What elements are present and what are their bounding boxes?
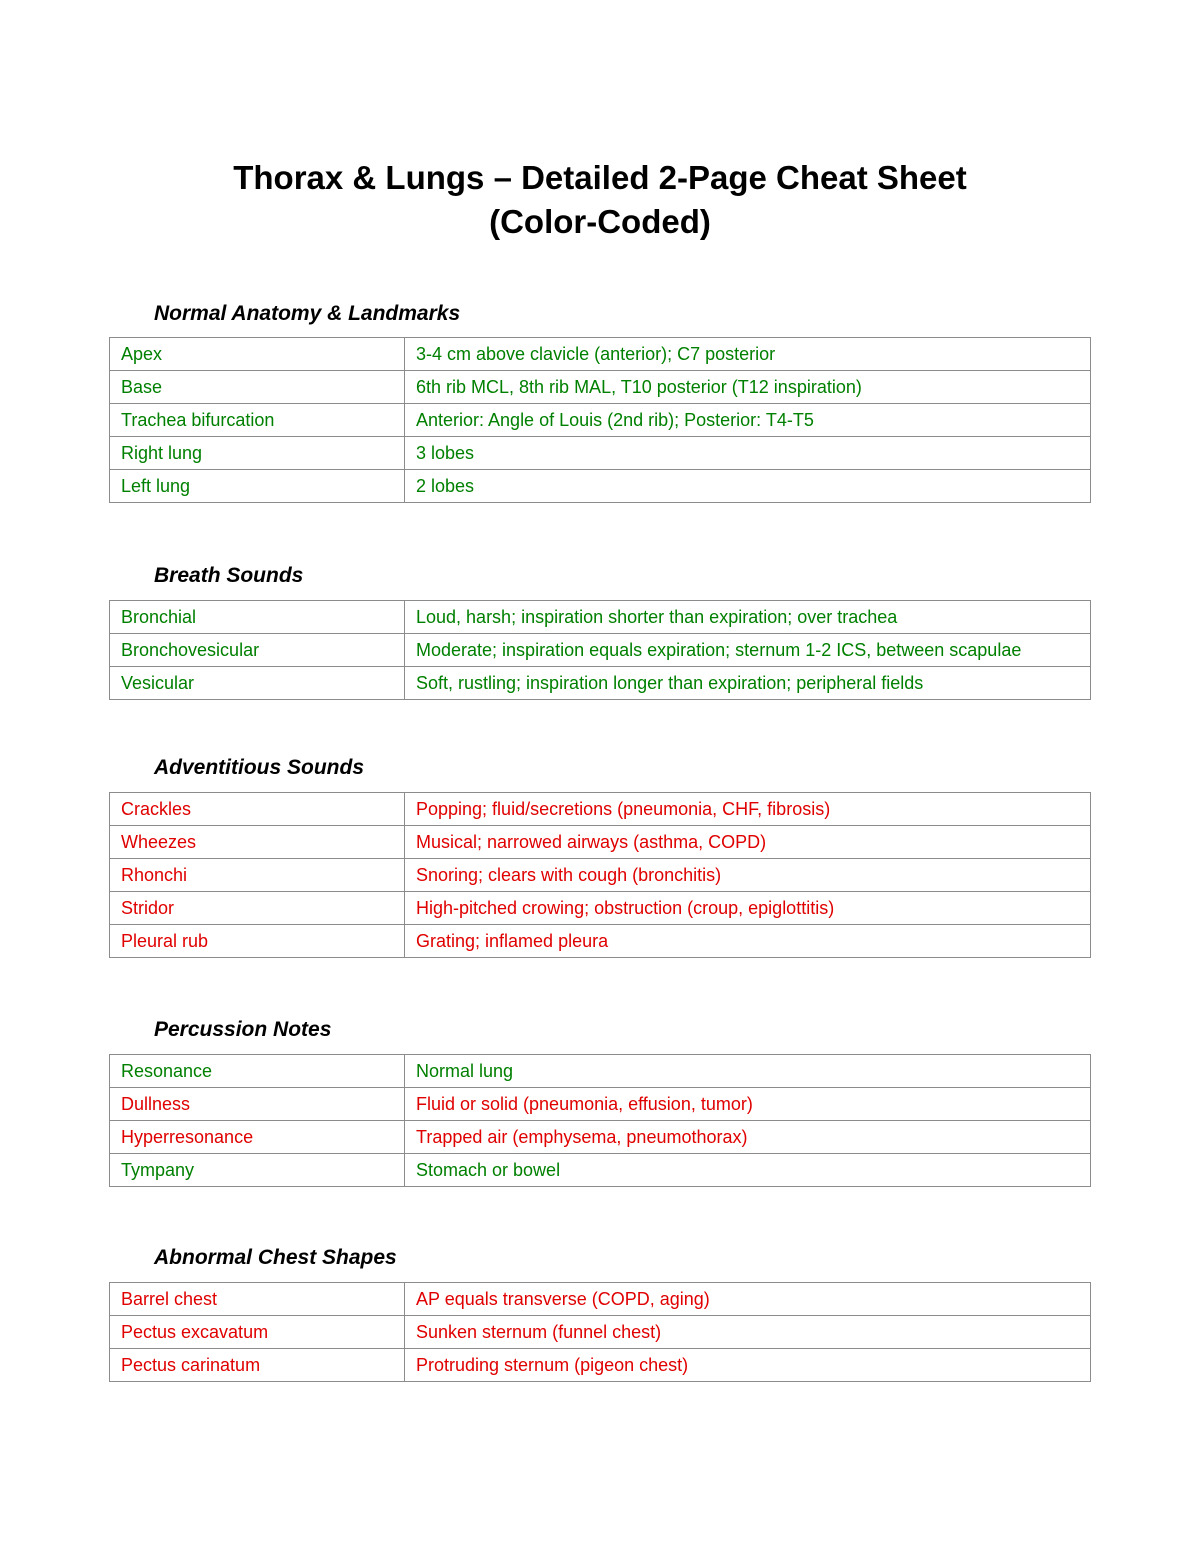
table-normal-anatomy [109, 337, 1091, 503]
description-cell: Loud, harsh; inspiration shorter than expiration; over trachea [405, 601, 1091, 634]
description-cell: Soft, rustling; inspiration longer than expiration; peripheral fields [405, 667, 1091, 700]
description-cell: Sunken sternum (funnel chest) [405, 1316, 1091, 1349]
table-row [110, 437, 1091, 470]
table-row [110, 1316, 1091, 1349]
description-cell: Musical; narrowed airways (asthma, COPD) [405, 826, 1091, 859]
term-cell: Pectus excavatum [110, 1316, 405, 1349]
term-cell: Hyperresonance [110, 1121, 405, 1154]
description-cell: Popping; fluid/secretions (pneumonia, CHF, fibrosis) [405, 793, 1091, 826]
description-cell: Anterior: Angle of Louis (2nd rib); Posterior: T4-T5 [405, 404, 1091, 437]
table-row [110, 892, 1091, 925]
term-cell: Pectus carinatum [110, 1349, 405, 1382]
description-cell: Protruding sternum (pigeon chest) [405, 1349, 1091, 1382]
term-cell: Vesicular [110, 667, 405, 700]
description-cell: Fluid or solid (pneumonia, effusion, tumor) [405, 1088, 1091, 1121]
description-cell: Normal lung [405, 1055, 1091, 1088]
description-cell: 3 lobes [405, 437, 1091, 470]
table-row [110, 404, 1091, 437]
table-row [110, 601, 1091, 634]
term-cell: Resonance [110, 1055, 405, 1088]
term-cell: Rhonchi [110, 859, 405, 892]
table-breath-sounds [109, 600, 1091, 700]
page-title-line-1: Thorax & Lungs – Detailed 2-Page Cheat Sheet [233, 159, 967, 196]
table-row [110, 470, 1091, 503]
term-cell: Barrel chest [110, 1283, 405, 1316]
page-title-line-2: (Color-Coded) [489, 203, 711, 240]
term-cell: Pleural rub [110, 925, 405, 958]
term-cell: Right lung [110, 437, 405, 470]
description-cell: High-pitched crowing; obstruction (croup, epiglottitis) [405, 892, 1091, 925]
table-row [110, 925, 1091, 958]
table-percussion-notes [109, 1054, 1091, 1187]
table-row [110, 793, 1091, 826]
table-row [110, 371, 1091, 404]
table-row [110, 859, 1091, 892]
description-cell: Grating; inflamed pleura [405, 925, 1091, 958]
table-row [110, 1055, 1091, 1088]
term-cell: Apex [110, 338, 405, 371]
description-cell: 3-4 cm above clavicle (anterior); C7 posterior [405, 338, 1091, 371]
table-row [110, 1283, 1091, 1316]
description-cell: AP equals transverse (COPD, aging) [405, 1283, 1091, 1316]
section-heading-normal-anatomy: Normal Anatomy & Landmarks [154, 302, 461, 325]
term-cell: Wheezes [110, 826, 405, 859]
term-cell: Dullness [110, 1088, 405, 1121]
table-adventitious-sounds [109, 792, 1091, 958]
term-cell: Stridor [110, 892, 405, 925]
table-abnormal-chest-shapes [109, 1282, 1091, 1382]
table-row [110, 1349, 1091, 1382]
section-heading-percussion-notes: Percussion Notes [154, 1018, 332, 1041]
table-row [110, 634, 1091, 667]
page-title [0, 156, 1200, 244]
description-cell: 6th rib MCL, 8th rib MAL, T10 posterior (T12 inspiration) [405, 371, 1091, 404]
table-row [110, 826, 1091, 859]
term-cell: Base [110, 371, 405, 404]
description-cell: Moderate; inspiration equals expiration; sternum 1-2 ICS, between scapulae [405, 634, 1091, 667]
term-cell: Left lung [110, 470, 405, 503]
section-heading-adventitious-sounds: Adventitious Sounds [154, 756, 364, 779]
term-cell: Bronchial [110, 601, 405, 634]
table-row [110, 1088, 1091, 1121]
table-row [110, 1154, 1091, 1187]
description-cell: Stomach or bowel [405, 1154, 1091, 1187]
description-cell: Trapped air (emphysema, pneumothorax) [405, 1121, 1091, 1154]
table-row [110, 667, 1091, 700]
term-cell: Trachea bifurcation [110, 404, 405, 437]
description-cell: Snoring; clears with cough (bronchitis) [405, 859, 1091, 892]
section-heading-abnormal-chest-shapes: Abnormal Chest Shapes [154, 1246, 397, 1269]
term-cell: Tympany [110, 1154, 405, 1187]
table-row [110, 1121, 1091, 1154]
term-cell: Bronchovesicular [110, 634, 405, 667]
table-row [110, 338, 1091, 371]
description-cell: 2 lobes [405, 470, 1091, 503]
term-cell: Crackles [110, 793, 405, 826]
section-heading-breath-sounds: Breath Sounds [154, 564, 304, 587]
